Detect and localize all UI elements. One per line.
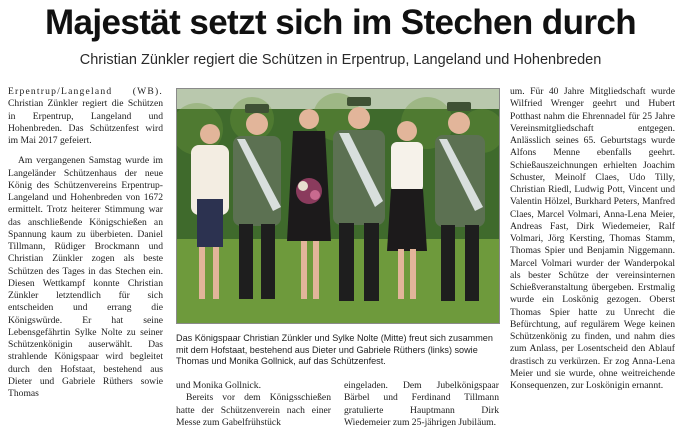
subheadline: Christian Zünkler regiert die Schützen in Erpentrup, Langeland und Hohenbreden: [79, 52, 602, 68]
body-paragraph-1: Am vergangenen Samstag wurde im Langeländer Schützenhaus der neue König des Schützenvereins Erpentrup-Langeland und Hohenbreden von 1672 ermittelt. Trotz heiterer Stimmung war das anschließende Königschießen an Spannung kaum zu überbieten. Daniel Tillmann, Rüdiger Brockmann und Christian Zünkler zogen als beste Schützen des Tages in das Stechen ein. Diesen Wettkampf konnte Christian Zünkler letztendlich für sich entscheiden und errang die Königswürde. Er hat seine Lebensgefährtin Sylke Nolte zu seiner Schützenkönigin auserwählt. Das strahlende Königspaar wird begleitet durch den Hofstaat, bestehend aus Dieter und Gabriele Rüthers sowie Thomas: [8, 155, 163, 399]
body-paragraph-3: eingeladen. Dem Jubelkönigspaar Bärbel und Ferdinand Tillmann gratulierte Hauptmann Dirk Wiedemeier zum 25-jährigen Jubiläum.: [344, 380, 499, 428]
article-photo: [176, 88, 500, 324]
body-paragraph-4: um. Für 40 Jahre Mitgliedschaft wurde Wilfried Wrenger geehrt und Hubert Potthast nahm die Ehrennadel für 25 Jahre Vereinsmitgliedschaft entgegen. Anlässlich seines 65. Geburtstags wurde Alfons Menne ebenfalls geehrt. Schießauszeichnungen erhielten Joachim Schuster, Meinolf Claes, Udo Tilly, Christian Riedl, Ludwig Pott, Vincent und Valentin Hölzel, Burkhard Peters, Manfred Claes, Marcel Volmari, Anna-Lena Meier, Andreas Fast, Dirk Wiedemeier, Ralf Volmari, Jörg Kersting, Thomas Stamm, Thomas Spier und Benjamin Niggemann. Marcel Volmari wurder der Wanderpokal als bester Schütze der vereinsinternen Schießveranstaltung übergeben. Erstmalig wurde ein Loskönig gezogen. Oberst Thomas Spier hatte zu Unrecht die Befürchtung, auf regulärem Wege keinen Schützenkönig zu finden, und nahm dies zum Anlass, per Losentscheid den Ablauf drastisch zu verkürzen. Er zog Anna-Lena Meier und sie wurde, ohne weitreichende Konsequenzen, zur Loskönigin ernannt.: [510, 86, 675, 391]
lead-text: Christian Zünkler regiert die Schützen in Erpentrup, Langeland und Hohenbreden. Das Schützenfest wird im Mai 2017 gefeiert.: [8, 98, 163, 146]
headline: Majestät setzt sich im Stechen durch: [44, 3, 637, 42]
article-column-4: [510, 86, 675, 392]
body-paragraph-2a: und Monika Gollnick.: [176, 380, 262, 391]
body-paragraph-2b: Bereits vor dem Königsschießen hatte der Schützenverein nach einer Messe zum Gabelfrühstück: [176, 392, 331, 428]
group-photo-illustration: [177, 89, 500, 324]
photo-caption: Das Königspaar Christian Zünkler und Sylke Nolte (Mitte) freut sich zusammen mit dem Hofstaat, bestehend aus Dieter und Gabriele Rüthers (links) sowie Thomas und Monika Gollnick, auf das Schützenfest.: [176, 333, 493, 367]
article-column-3: [344, 380, 499, 429]
lead-paragraph: [8, 86, 163, 147]
article-column-1: [8, 86, 163, 400]
dateline: Erpentrup/Langeland (WB).: [8, 86, 163, 97]
article-column-2: [176, 380, 331, 429]
